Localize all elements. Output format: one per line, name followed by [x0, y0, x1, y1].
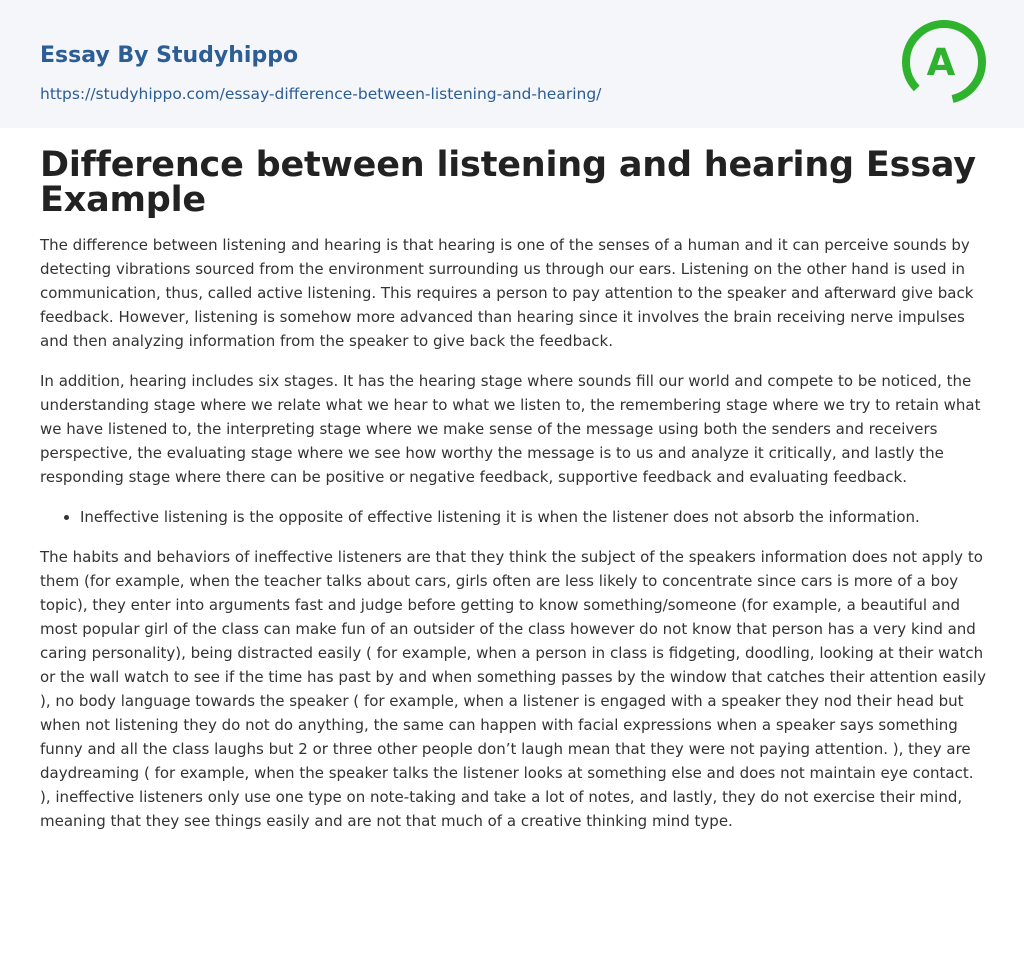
site-brand-link[interactable]: Essay By Studyhippo — [40, 43, 299, 68]
bullet-list — [40, 505, 988, 529]
paragraph-2: In addition, hearing includes six stages. It has the hearing stage where sounds fill our world and compete to be noticed, the understanding stage where we relate what we hear to what we listen to, the remembering stage where we try to retain what we have listened to, the interpreting stage where we make sense of the message using both the senders and receivers perspective, the evaluating stage where we see how worthy the message is to us and analyze it critically, and lastly the responding stage where there can be positive or negative feedback, supportive feedback and evaluating feedback. — [40, 372, 981, 486]
site-header — [0, 0, 1024, 128]
paragraph-1: The difference between listening and hearing is that hearing is one of the senses of a human and it can perceive sounds by detecting vibrations sourced from the environment surrounding us through our ears. Listening on the other hand is used in communication, thus, called active listening. This requires a person to pay attention to the speaker and afterward give back feedback. However, listening is somehow more advanced than hearing since it involves the brain receiving nerve impulses and then analyzing information from the speaker to give back the feedback. — [40, 236, 974, 350]
logo-letter: A — [926, 41, 956, 84]
essay-url-link[interactable]: https://studyhippo.com/essay-difference-between-listening-and-hearing/ — [40, 85, 602, 103]
article — [40, 145, 988, 833]
paragraph-3: The habits and behaviors of ineffective listeners are that they think the subject of the speakers information does not apply to them (for example, when the teacher talks about cars, girls often are less likely to concentrate since cars is more of a boy topic), they enter into arguments fast and judge before getting to know something/someone (for example, a beautiful and most popular girl of the class can make fun of an outsider of the class however do not know that person has a very kind and caring personality), being distracted easily ( for example, when a person in class is fidgeting, doodling, looking at their watch or the wall watch to see if the time has past by and when something passes by the window that catches their attention easily ), no body language towards the speaker ( for example, when a listener is engaged with a speaker they nod their head but when not listening they do not do anything, the same can happen with facial expressions when a speaker says something funny and all the class laughs but 2 or three other people don’t laugh mean that they were not paying attention. ), they are daydreaming ( for example, when the speaker talks the listener looks at something else and does not maintain eye contact. ), ineffective listeners only use one type on note-taking and take a lot of notes, and lastly, they do not exercise their mind, meaning that they see things easily and are not that much of a creative thinking mind type. — [40, 548, 986, 830]
studyhippo-logo-icon[interactable] — [898, 16, 990, 108]
list-item: • Ineffective listening is the opposite of effective listening it is when the listener does not absorb the information. — [80, 505, 988, 529]
page-title: Difference between listening and hearing Essay Example — [40, 145, 976, 220]
